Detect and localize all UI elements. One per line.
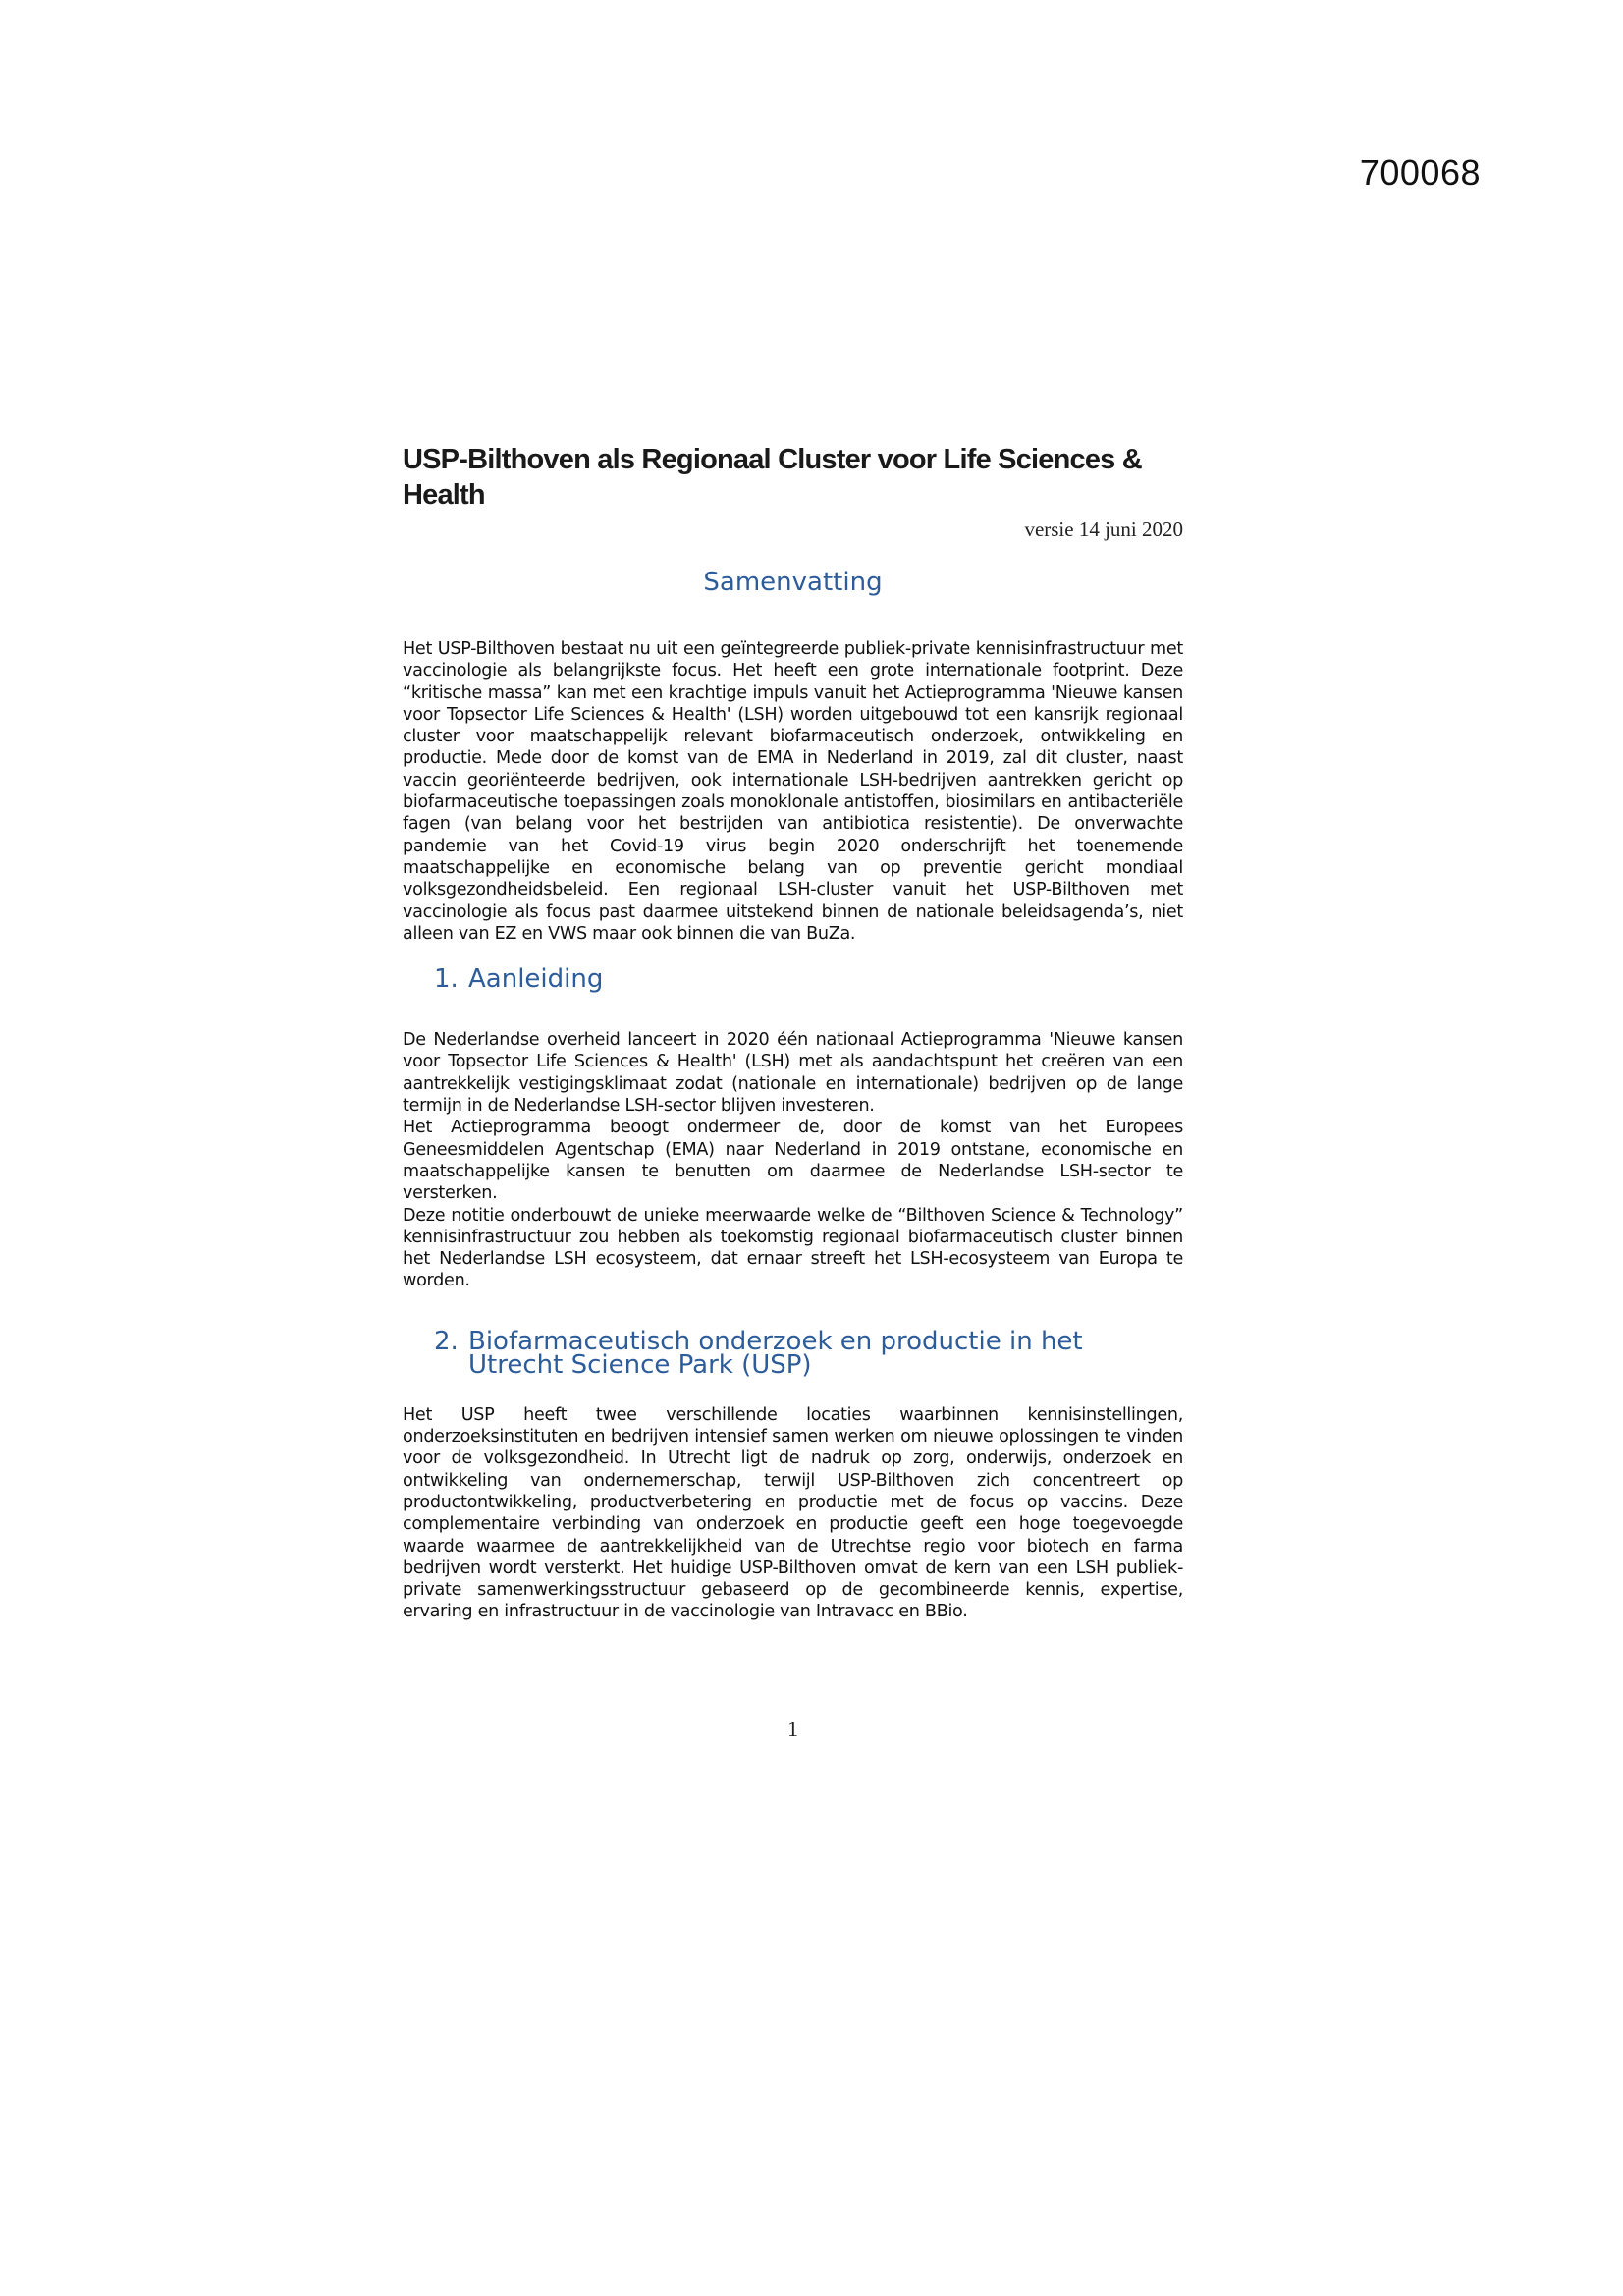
section-2-paragraph-1: Het USP heeft twee verschillende locaties waarbinnen kennisinstellingen, onderzoeksinstituten en bedrijven intensief samen werken om nieuwe oplossingen te vinden voor de volksgezondheid. In Utrecht ligt de nadruk op zorg, onderwijs, onderzoek en ontwikkeling van ondernemerschap, terwijl USP-Bilthoven zich concentreert op productontwikkeling, productverbetering en productie met de focus op vaccins. Deze complementaire verbinding van onderzoek en productie geeft een hoge toegevoegde waarde waarmee de aantrekkelijkheid van de Utrechtse regio voor biotech en farma bedrijven wordt versterkt. Het huidige USP-Bilthoven omvat de kern van een LSH publiek-private samenwerkingsstructuur gebaseerd op de gecombineerde kennis, expertise, ervaring en infrastructuur in de vaccinologie van Intravacc en BBio.: [403, 1404, 1183, 1622]
section-1-paragraph-2: Het Actieprogramma beoogt ondermeer de, door de komst van het Europees Geneesmiddelen Agentschap (EMA) naar Nederland in 2019 ontstane, economische en maatschappelijke kansen te benutten om daarmee de Nederlandse LSH-sector te versterken.: [403, 1118, 1183, 1204]
section-2-title: Biofarmaceutisch onderzoek en productie in het Utrecht Science Park (USP): [468, 1326, 1083, 1380]
summary-heading: Samenvatting: [703, 568, 883, 597]
section-1-paragraph-3: Deze notitie onderbouwt de unieke meerwaarde welke de “Bilthoven Science & Technology” kennisinfrastructuur zou hebben als toekomstig regionaal biofarmaceutisch cluster binnen het Nederlandse LSH ecosysteem, dat ernaar streeft het LSH-ecosysteem van Europa te worden.: [403, 1205, 1183, 1291]
summary-paragraph: Het USP-Bilthoven bestaat nu uit een geïntegreerde publiek-private kennisinfrastructuur met vaccinologie als belangrijkste focus. Het heeft een grote internationale footprint. Deze “kritische massa” kan met een krachtige impuls vanuit het Actieprogramma 'Nieuwe kansen voor Topsector Life Sciences & Health' (LSH) worden uitgebouwd tot een kansrijk regionaal cluster voor maatschappelijk relevant biofarmaceutisch onderzoek, ontwikkeling en productie. Mede door de komst van de EMA in Nederland in 2019, zal dit cluster, naast vaccin georiënteerde bedrijven, ook internationale LSH-bedrijven aantrekken gericht op biofarmaceutische toepassingen zoals monoklonale antistoffen, biosimilars en antibacteriële fagen (van belang voor het bestrijden van antibiotica resistentie). De onverwachte pandemie van het Covid-19 virus begin 2020 onderschrijft het toenemende maatschappelijke en economische belang van op preventie gericht mondiaal volksgezondheidsbeleid. Een regionaal LSH-cluster vanuit het USP-Bilthoven met vaccinologie als focus past daarmee uitstekend binnen de nationale beleidsagenda’s, niet alleen van EZ en VWS maar ook binnen die van BuZa.: [403, 639, 1183, 944]
section-1-heading: [434, 964, 1183, 995]
document-title: USP-Bilthoven als Regionaal Cluster voor Life Sciences & Health: [403, 444, 1142, 511]
section-1-title: Aanleiding: [468, 964, 604, 995]
section-1-number: 1.: [434, 964, 459, 995]
section-1-paragraph-1: De Nederlandse overheid lanceert in 2020 één nationaal Actieprogramma 'Nieuwe kansen voor Topsector Life Sciences & Health' (LSH) met als aandachtspunt het creëren van een aantrekkelijk vestigingsklimaat zodat (nationale en internationale) bedrijven op de lange termijn in de Nederlandse LSH-sector blijven investeren.: [403, 1030, 1183, 1117]
document-number: 700068: [1359, 152, 1481, 192]
section-2-number: 2.: [434, 1326, 459, 1356]
document-page: [403, 442, 1183, 1742]
page-number: 1: [787, 1716, 798, 1741]
version-date: versie 14 juni 2020: [1024, 518, 1183, 541]
section-2-heading: [434, 1326, 1183, 1380]
